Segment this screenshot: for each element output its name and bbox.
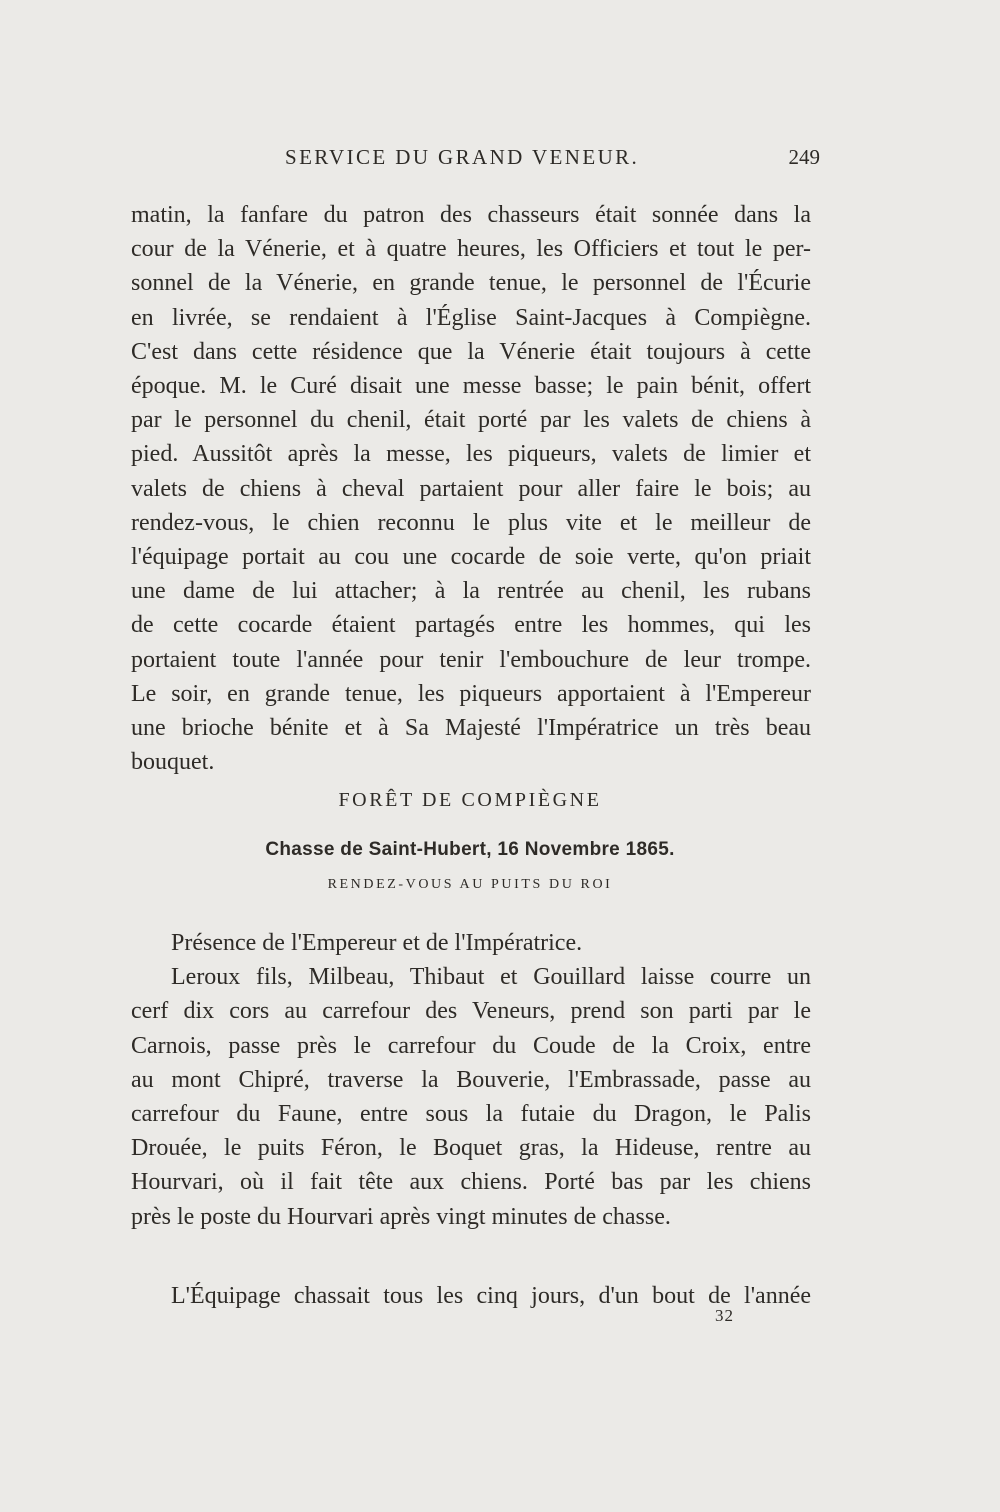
section-title: FORÊT DE COMPIÈGNE: [338, 789, 602, 811]
meeting-place: RENDEZ-VOUS AU PUITS DU ROI: [327, 877, 613, 892]
text-line: pied. Aussitôt après la messe, les piqueurs, valets de limier et: [131, 441, 811, 468]
running-head: [130, 145, 820, 175]
text-line: portaient toute l'année pour tenir l'embouchure de leur trompe.: [131, 646, 811, 673]
paragraph-2: [131, 926, 811, 1234]
text-line: rendez-vous, le chien reconnu le plus vite et le meilleur de: [131, 509, 811, 536]
text-line: Le soir, en grande tenue, les piqueurs apportaient à l'Empereur: [131, 680, 811, 707]
text-line: Carnois, passe près le carrefour du Coude de la Croix, entre: [131, 1032, 811, 1059]
text-line: en livrée, se rendaient à l'Église Saint-Jacques à Compiègne.: [131, 304, 811, 331]
text-line: cour de la Vénerie, et à quatre heures, les Officiers et tout le per-: [131, 236, 811, 263]
text-line: une dame de lui attacher; à la rentrée au chenil, les rubans: [131, 578, 811, 605]
text-line: une brioche bénite et à Sa Majesté l'Impératrice un très beau: [131, 715, 811, 742]
hunt-title: Chasse de Saint-Hubert, 16 Novembre 1865.: [265, 839, 675, 860]
text-line: l'équipage portait au cou une cocarde de soie verte, qu'on priait: [131, 544, 811, 571]
text-line: sonnel de la Vénerie, en grande tenue, le personnel de l'Écurie: [131, 270, 811, 297]
signature-mark: 32: [715, 1306, 734, 1325]
text-line: par le personnel du chenil, était porté par les valets de chiens à: [131, 407, 811, 434]
text-line: cerf dix cors au carrefour des Veneurs, prend son parti par le: [131, 998, 811, 1025]
text-line: près le poste du Hourvari après vingt minutes de chasse.: [131, 1203, 671, 1230]
text-line: Présence de l'Empereur et de l'Impératrice.: [171, 930, 583, 956]
page-number: 249: [788, 145, 820, 169]
paragraph-3: [131, 1279, 811, 1313]
text-line: L'Équipage chassait tous les cinq jours, d'un bout de l'année: [171, 1283, 811, 1309]
text-line: de cette cocarde étaient partagés entre les hommes, qui les: [131, 612, 811, 639]
text-line: carrefour du Faune, entre sous la futaie du Dragon, le Palis: [131, 1101, 811, 1128]
text-line: Drouée, le puits Féron, le Boquet gras, la Hideuse, rentre au: [131, 1135, 811, 1162]
text-line: époque. M. le Curé disait une messe basse; le pain bénit, offert: [131, 373, 811, 400]
running-title: SERVICE DU GRAND VENEUR.: [285, 145, 640, 169]
text-line: valets de chiens à cheval partaient pour aller faire le bois; au: [131, 475, 811, 502]
text-line: Leroux fils, Milbeau, Thibaut et Gouillard laisse courre un: [171, 964, 811, 991]
text-line: bouquet.: [131, 749, 215, 776]
text-line: C'est dans cette résidence que la Vénerie était toujours à cette: [131, 338, 811, 365]
text-line: matin, la fanfare du patron des chasseurs était sonnée dans la: [131, 202, 811, 228]
text-line: au mont Chipré, traverse la Bouverie, l'Embrassade, passe au: [131, 1066, 811, 1093]
paragraph-1: [131, 198, 811, 779]
text-line: Hourvari, où il fait tête aux chiens. Porté bas par les chiens: [131, 1169, 811, 1196]
